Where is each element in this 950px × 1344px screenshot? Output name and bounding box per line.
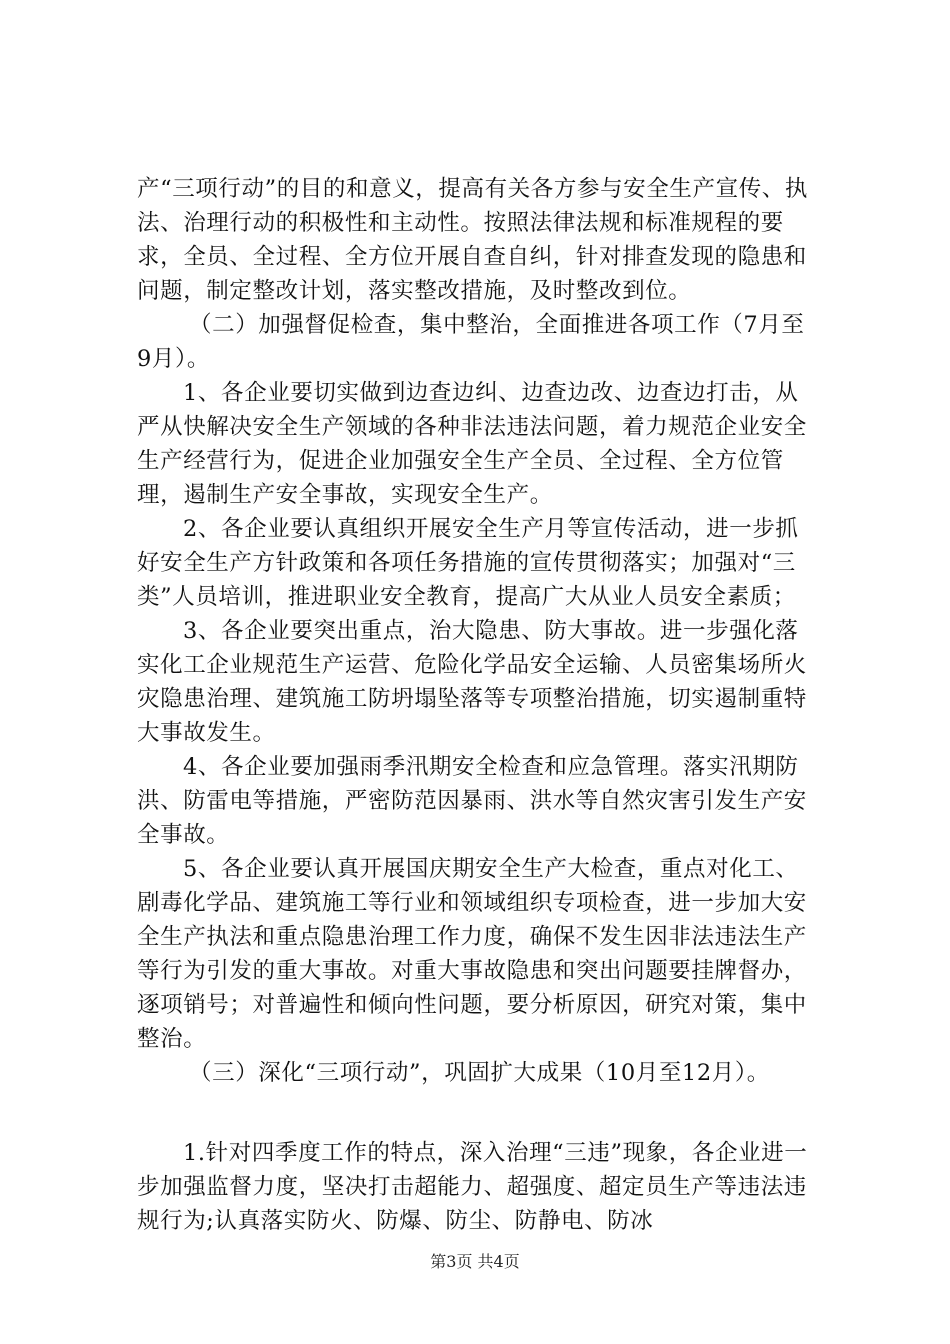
- paragraph-item-5: 5、各企业要认真开展国庆期安全生产大检查，重点对化工、剧毒化学品、建筑施工等行业和领域组织专项检查，进一步加大安全生产执法和重点隐患治理工作力度，确保不发生因非法违法生产等行为引发的重大事故。对重大事故隐患和突出问题要挂牌督办，逐项销号；对普遍性和倾向性问题，要分析原因，研究对策，集中整治。: [137, 856, 807, 1052]
- section-heading-2: （二）加强督促检查，集中整治，全面推进各项工作（7月至9月）。: [137, 312, 805, 372]
- page-number-label: 第3页 共4页: [430, 1252, 520, 1271]
- paragraph-item-1: 1、各企业要切实做到边查边纠、边查边改、边查边打击，从严从快解决安全生产领域的各种非法违法问题，着力规范企业安全生产经营行为，促进企业加强安全生产全员、全过程、全方位管理，遏制生产安全事故，实现安全生产。: [137, 380, 807, 508]
- body-text: [137, 172, 817, 1238]
- paragraph-item-2: 2、各企业要认真组织开展安全生产月等宣传活动，进一步抓好安全生产方针政策和各项任务措施的宣传贯彻落实；加强对“三类”人员培训，推进职业安全教育，提高广大从业人员安全素质；: [137, 516, 799, 610]
- paragraph-item-4: 4、各企业要加强雨季汛期安全检查和应急管理。落实汛期防洪、防雷电等措施，严密防范因暴雨、洪水等自然灾害引发生产安全事故。: [137, 754, 807, 848]
- section-heading-3: （三）深化“三项行动”，巩固扩大成果（10月至12月）。: [189, 1060, 770, 1086]
- paragraph-item-3: 3、各企业要突出重点，治大隐患、防大事故。进一步强化落实化工企业规范生产运营、危险化学品安全运输、人员密集场所火灾隐患治理、建筑施工防坍塌坠落等专项整治措施，切实遏制重特大事故发生。: [137, 618, 807, 746]
- paragraph-q4-item-1: 1.针对四季度工作的特点，深入治理“三违”现象，各企业进一步加强监督力度，坚决打击超能力、超强度、超定员生产等违法违规行为;认真落实防火、防爆、防尘、防静电、防冰: [137, 1140, 808, 1234]
- paragraph-continued: 产“三项行动”的目的和意义，提高有关各方参与安全生产宣传、执法、治理行动的积极性和主动性。按照法律法规和标准规程的要求，全员、全过程、全方位开展自查自纠，针对排查发现的隐患和问题，制定整改计划，落实整改措施，及时整改到位。: [137, 176, 809, 304]
- page-footer: [0, 1249, 950, 1272]
